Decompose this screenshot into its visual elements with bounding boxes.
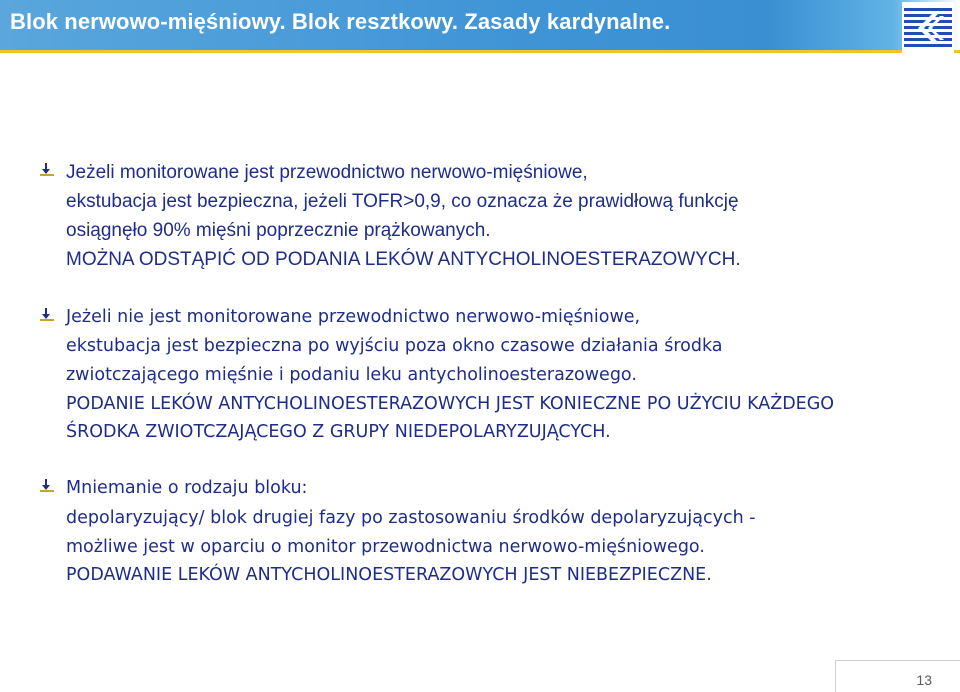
bullet-arrow-icon: [40, 308, 54, 322]
bullet-3-line-3: możliwe jest w oparciu o monitor przewodnictwa nerwowo-mięśniowego.: [66, 537, 705, 557]
bullet-1-line-1: Jeżeli monitorowane jest przewodnictwo nerwowo-mięśniowe,: [66, 162, 588, 183]
bullet-3-line-4: PODAWANIE LEKÓW ANTYCHOLINOESTERAZOWYCH JEST NIEBEZPIECZNE.: [66, 565, 712, 585]
bullet-1-line-3: osiągnęło 90% mięśni poprzecznie prążkowanych.: [66, 220, 491, 241]
bullet-2-line-4: PODANIE LEKÓW ANTYCHOLINOESTERAZOWYCH JEST KONIECZNE PO UŻYCIU KAŻDEGO: [66, 394, 835, 414]
bullet-3-line-2: depolaryzujący/ blok drugiej fazy po zastosowaniu środków depolaryzujących -: [66, 508, 756, 528]
bullet-3-line-1: Mniemanie o rodzaju bloku:: [66, 478, 308, 498]
bullet-2-line-3: zwiotczającego mięśnie i podaniu leku antycholinoesterazowego.: [66, 365, 637, 385]
page-number: 13: [916, 672, 932, 688]
bullet-arrow-icon: [40, 163, 54, 177]
slide-title: Blok nerwowo-mięśniowy. Blok resztkowy. Zasady kardynalne.: [10, 9, 671, 34]
bullet-2-line-2: ekstubacja jest bezpieczna po wyjściu poza okno czasowe działania środka: [66, 336, 723, 356]
bullet-2-line-5: ŚRODKA ZWIOTCZAJĄCEGO Z GRUPY NIEDEPOLARYZUJĄCYCH.: [66, 422, 611, 442]
bullet-2-line-1: Jeżeli nie jest monitorowane przewodnictwo nerwowo-mięśniowe,: [66, 307, 641, 327]
page-number-frame: [835, 660, 960, 692]
bullet-1-line-2: ekstubacja jest bezpieczna, jeżeli TOFR>0,9, co oznacza że prawidłową funkcję: [66, 191, 739, 212]
bullet-1-line-4: MOŻNA ODSTĄPIĆ OD PODANIA LEKÓW ANTYCHOLINOESTERAZOWYCH.: [66, 249, 741, 270]
bullet-arrow-icon: [40, 479, 54, 493]
